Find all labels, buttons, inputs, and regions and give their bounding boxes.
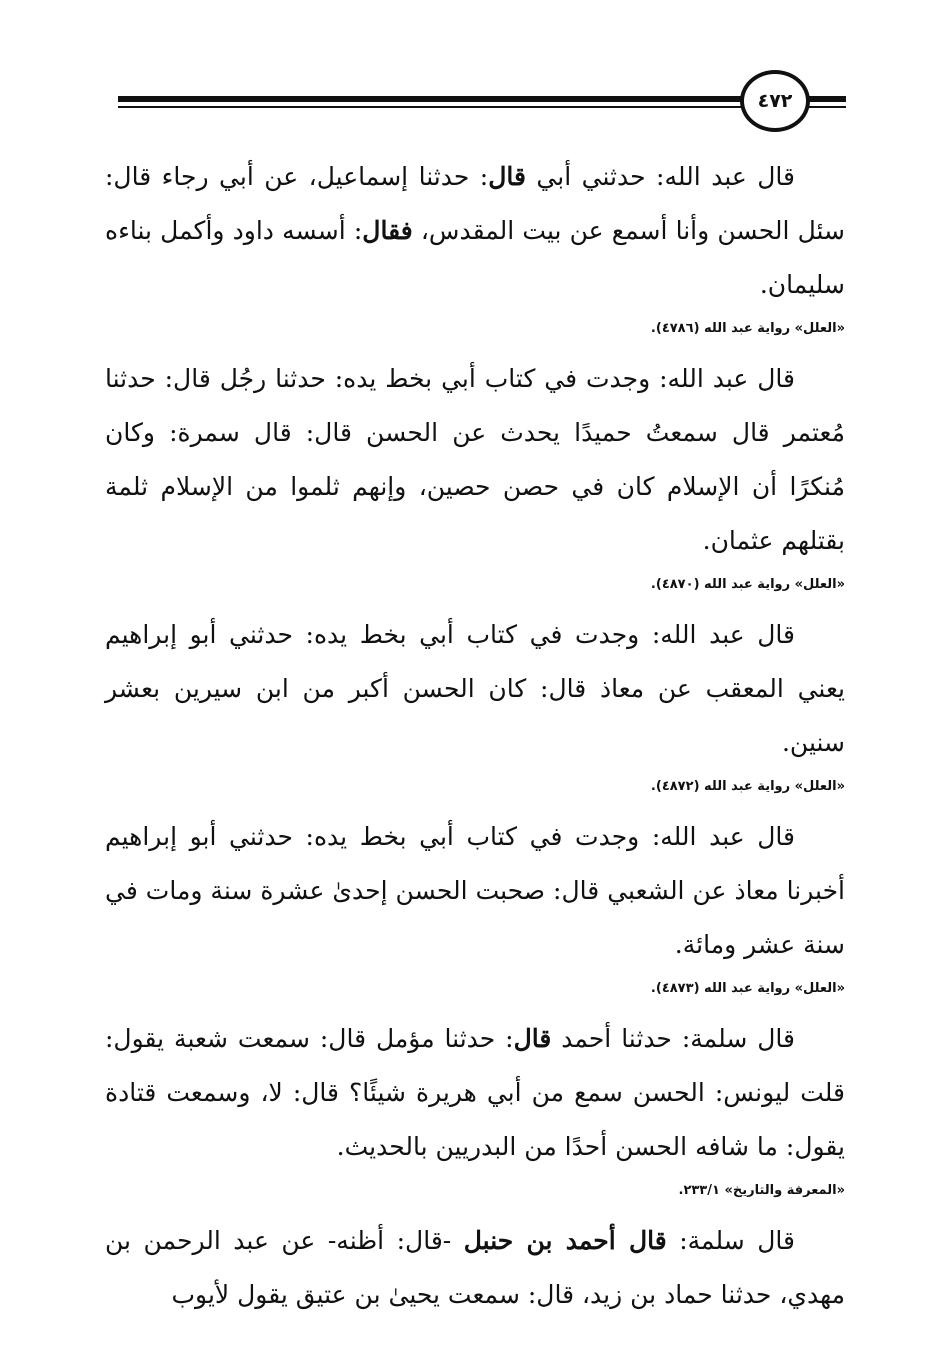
entry-citation: «العلل» رواية عبد الله (٤٧٨٦).	[650, 321, 845, 336]
entry-citation: «العلل» رواية عبد الله (٤٨٧٣).	[650, 981, 845, 996]
entry-citation: «العلل» رواية عبد الله (٤٨٧٠).	[650, 577, 845, 592]
page-header	[118, 68, 846, 138]
entry-text: قال عبد الله: وجدت في كتاب أبي بخط يده: حدثني أبو إبراهيم أخبرنا معاذ عن الشعبي قال: صحبت الحسن إحدىٰ عشرة سنة ومات في سنة عشر ومائة.	[105, 822, 845, 959]
page-body	[105, 150, 845, 1322]
page-number: ٤٧٢	[740, 70, 810, 132]
entry-citation: «العلل» رواية عبد الله (٤٨٧٢).	[650, 779, 845, 794]
entry-text: قال سلمة: قال أحمد بن حنبل -قال: أظنه- عن عبد الرحمن بن مهدي، حدثنا حماد بن زيد، قال: سمعت يحيىٰ بن عتيق يقول لأيوب	[105, 1226, 845, 1309]
header-rule-thick	[118, 96, 758, 102]
header-rule-thin	[118, 106, 758, 108]
entry-text: قال عبد الله: حدثني أبي قال: حدثنا إسماعيل، عن أبي رجاء قال: سئل الحسن وأنا أسمع عن بيت المقدس، فقال: أسسه داود وأكمل بناءه سليمان.	[105, 162, 845, 299]
header-rule-right-thick	[808, 96, 846, 102]
header-rule-right-thin	[808, 106, 846, 108]
entry-citation: «المعرفة والتاريخ» ٢٣٣/١.	[678, 1183, 845, 1198]
entry-text: قال عبد الله: وجدت في كتاب أبي بخط يده: حدثنا رجُل قال: حدثنا مُعتمر قال سمعتُ حميدًا يحدث عن الحسن قال: قال سمرة: وكان مُنكرًا أن الإسلام كان في حصن حصين، وإنهم ثلموا من الإسلام ثلمة بقتلهم عثمان.	[105, 364, 845, 555]
entry-text: قال سلمة: حدثنا أحمد قال: حدثنا مؤمل قال: سمعت شعبة يقول: قلت ليونس: الحسن سمع من أبي هريرة شيئًا؟ قال: لا، وسمعت قتادة يقول: ما شافه الحسن أحدًا من البدريين بالحديث.	[105, 1024, 845, 1161]
entry-text: قال عبد الله: وجدت في كتاب أبي بخط يده: حدثني أبو إبراهيم يعني المعقب عن معاذ قال: كان الحسن أكبر من ابن سيرين بعشر سنين.	[105, 620, 845, 757]
